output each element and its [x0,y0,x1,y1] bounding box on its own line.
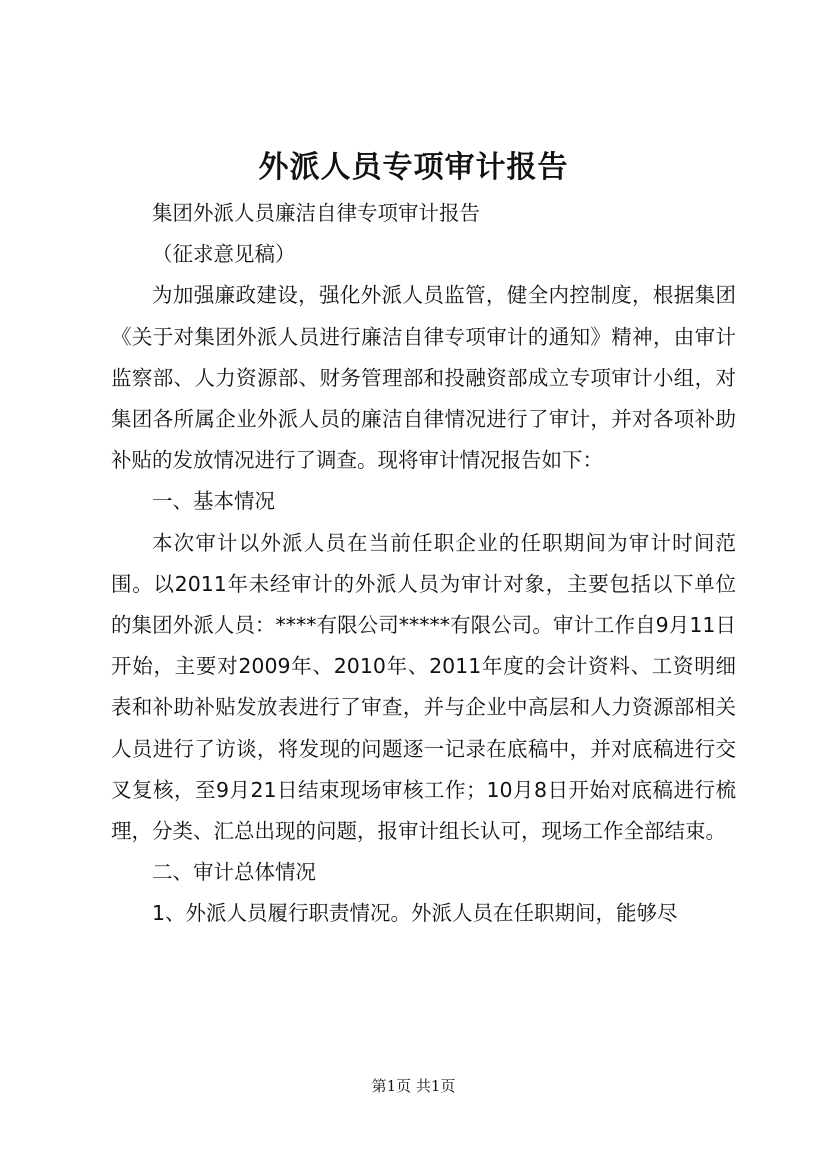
section-heading-overall: 二、审计总体情况 [152,860,316,885]
page-footer: 第1页 共1页 [371,1077,456,1095]
basic-paragraph: 本次审计以外派人员在当前任职企业的任职期间为审计时间范围。以2011年未经审计的外派人员为审计对象，主要包括以下单位的集团外派人员：****有限公司*****有限公司。审计工作自9月11日开始，主要对2009年、2010年、2011年度的会计资料、工资明细表和补助补贴发放表进行了审查，并与企业中高层和人力资源部相关人员进行了访谈，将发现的问题逐一记录在底稿中，并对底稿进行交叉复核，至9月21日结束现场审核工作；10月8日开始对底稿进行梳理，分类、汇总出现的问题，报审计组长认可，现场工作全部结束。 [111,530,736,844]
intro-paragraph: 为加强廉政建设，强化外派人员监管，健全内控制度，根据集团《关于对集团外派人员进行廉洁自律专项审计的通知》精神，由审计监察部、人力资源部、财务管理部和投融资部成立专项审计小组，对集团各所属企业外派人员的廉洁自律情况进行了审计，并对各项补助补贴的发放情况进行了调查。现将审计情况报告如下： [111,283,736,473]
duty-paragraph: 1、外派人员履行职责情况。外派人员在任职期间，能够尽 [152,901,678,926]
draft-note: （征求意见稿） [152,242,296,267]
document-body [111,193,736,935]
document-title: 外派人员专项审计报告 [258,150,569,185]
section-heading-basic: 一、基本情况 [152,489,275,514]
report-subtitle: 集团外派人员廉洁自律专项审计报告 [152,201,480,225]
